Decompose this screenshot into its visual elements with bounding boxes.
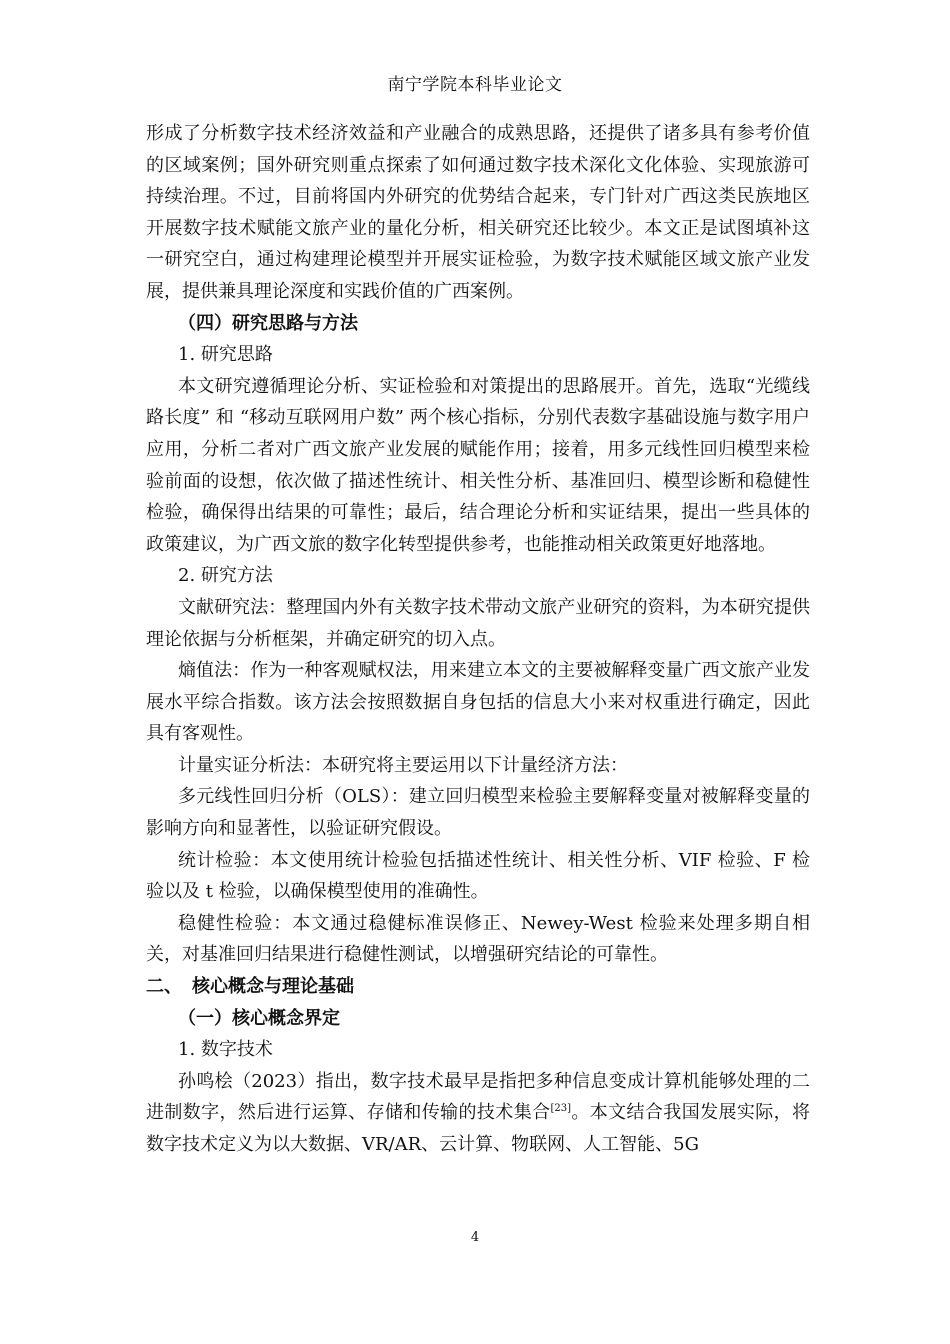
section-heading-concepts: （一）核心概念界定 [178,1007,340,1029]
section-heading-methods: （四）研究思路与方法 [178,312,358,334]
chapter-title: 核心概念与理论基础 [192,976,354,998]
paragraph-literature-summary: 形成了分析数字技术经济效益和产业融合的成熟思路，还提供了诸多具有参考价值的区域案例；国外研究则重点探索了如何通过数字技术深化文化体验、实现旅游可持续治理。不过，目前将国内外研究的优势结合起来，专门针对广西这类民族地区开展数字技术赋能文旅产业的量化分析，相关研究还比较少。本文正是试图填补这一研究空白，通过构建理论模型并开展实证检验，为数字技术赋能区域文旅产业发展，提供兼具理论深度和实践价值的广西案例。 [146,123,810,302]
paragraph-digital-definition [146,1066,810,1161]
paragraph-entropy-method: 熵值法：作为一种客观赋权法，用来建立本文的主要被解释变量广西文旅产业发展水平综合指数。该方法会按照数据自身包括的信息大小来对权重进行确定，因此具有客观性。 [146,660,810,745]
page-body [146,118,810,1161]
running-header: 南宁学院本科毕业论文 [387,75,563,95]
definition-text-start: 孙鸣桧（2023）指出，数字技术最早是指把多种信息变成计算机能够处理的二进制数字，然后进行运算、存储和传输的技术集合 [146,1070,810,1124]
subheading-research-idea: 1. 研究思路 [178,344,273,366]
definition-text-end: 。本文结合我国发展实际，将数字技术定义为以大数据、VR/AR、云计算、物联网、人工智能、5G [146,1102,811,1155]
page-number: 4 [470,1230,480,1245]
paragraph-literature-method: 文献研究法：整理国内外有关数字技术带动文旅产业研究的资料，为本研究提供理论依据与分析框架，并确定研究的切入点。 [146,596,810,650]
paragraph-research-idea: 本文研究遵循理论分析、实证检验和对策提出的思路展开。首先，选取“光缆线路长度” 和 “移动互联网用户数” 两个核心指标，分别代表数字基础设施与数字用户应用，分析二者对广西文旅产业发展的赋能作用；接着，用多元线性回归模型来检验前面的设想，依次做了描述性统计、相关性分析、基准回归、模型诊断和稳健性检验，确保得出结果的可靠性；最后，结合理论分析和实证结果，提出一些具体的政策建议，为广西文旅的数字化转型提供参考，也能推动相关政策更好地落地。 [146,375,810,555]
subheading-digital-technology: 1. 数字技术 [178,1039,273,1061]
paragraph-statistical-tests: 统计检验：本文使用统计检验包括描述性统计、相关性分析、VIF 检验、F 检验以及 t 检验，以确保模型使用的准确性。 [146,849,810,903]
paragraph-econometric-method: 计量实证分析法：本研究将主要运用以下计量经济方法： [178,754,628,776]
subheading-research-methods: 2. 研究方法 [178,565,273,587]
chapter-number: 二、 [146,976,182,998]
citation-reference: [23] [550,1103,571,1115]
paragraph-robustness: 稳健性检验：本文通过稳健标准误修正、Newey-West 检验来处理多期自相关，对基准回归结果进行稳健性测试，以增强研究结论的可靠性。 [146,912,810,966]
chapter-heading [146,971,810,1003]
paragraph-ols: 多元线性回归分析（OLS）：建立回归模型来检验主要解释变量对被解释变量的影响方向和显著性，以验证研究假设。 [146,786,810,840]
